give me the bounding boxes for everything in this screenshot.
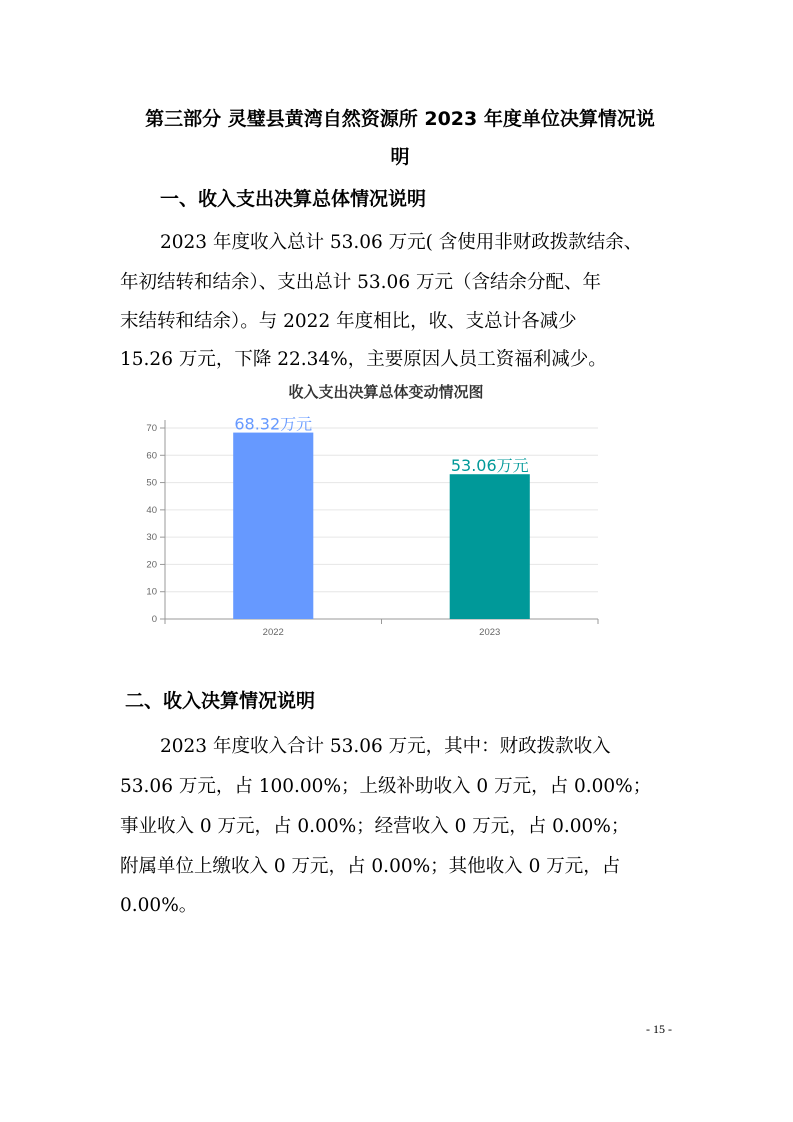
section-2-heading: 二、收入决算情况说明 bbox=[125, 690, 316, 712]
x-tick-label: 2023 bbox=[479, 627, 501, 638]
y-tick-label: 50 bbox=[146, 477, 157, 489]
y-tick-label: 70 bbox=[146, 423, 157, 434]
section-2-line-1: 2023 年度收入合计 53.06 万元，其中：财政拨款收入 bbox=[160, 736, 611, 757]
bar-2022 bbox=[233, 433, 313, 619]
data-label-2022: 68.32万元 bbox=[234, 414, 313, 434]
y-tick-label: 0 bbox=[151, 614, 157, 625]
y-tick-label: 20 bbox=[146, 559, 157, 571]
section-1-line-2: 年初结转和结余）、支出总计 53.06 万元（含结余分配、年 bbox=[120, 272, 601, 293]
page-title-continued: 明 bbox=[390, 146, 410, 168]
section-1-line-1: 2023 年度收入总计 53.06 万元( 含使用非财政拨款结余、 bbox=[160, 232, 643, 253]
section-1-line-3: 末结转和结余）。与 2022 年度相比，收、支总计各减少 bbox=[120, 311, 577, 332]
page-number: - 15 - bbox=[646, 1022, 672, 1036]
bar-2023 bbox=[450, 474, 530, 619]
chart-title: 收入支出决算总体变动情况图 bbox=[288, 383, 484, 401]
section-1-heading: 一、收入支出决算总体情况说明 bbox=[160, 188, 427, 210]
section-2-line-5: 0.00%。 bbox=[120, 895, 198, 916]
x-tick-label: 2022 bbox=[262, 627, 284, 638]
y-tick-label: 30 bbox=[146, 532, 157, 544]
section-1-line-4: 15.26 万元，下降 22.34%，主要原因人员工资福利减少。 bbox=[120, 349, 607, 370]
section-2-line-3: 事业收入 0 万元，占 0.00%；经营收入 0 万元，占 0.00%； bbox=[120, 816, 630, 837]
y-tick-label: 10 bbox=[146, 586, 157, 598]
data-label-2023: 53.06万元 bbox=[450, 456, 529, 476]
section-2-line-2: 53.06 万元，占 100.00%；上级补助收入 0 万元，占 0.00%； bbox=[120, 776, 652, 797]
y-tick-label: 60 bbox=[146, 450, 157, 462]
y-tick-label: 40 bbox=[146, 504, 157, 516]
section-2-line-4: 附属单位上缴收入 0 万元，占 0.00%；其他收入 0 万元，占 bbox=[120, 856, 621, 877]
income-expense-bar-chart bbox=[120, 374, 620, 644]
page-title: 第三部分 灵璧县黄湾自然资源所 2023 年度单位决算情况说 bbox=[145, 108, 655, 130]
